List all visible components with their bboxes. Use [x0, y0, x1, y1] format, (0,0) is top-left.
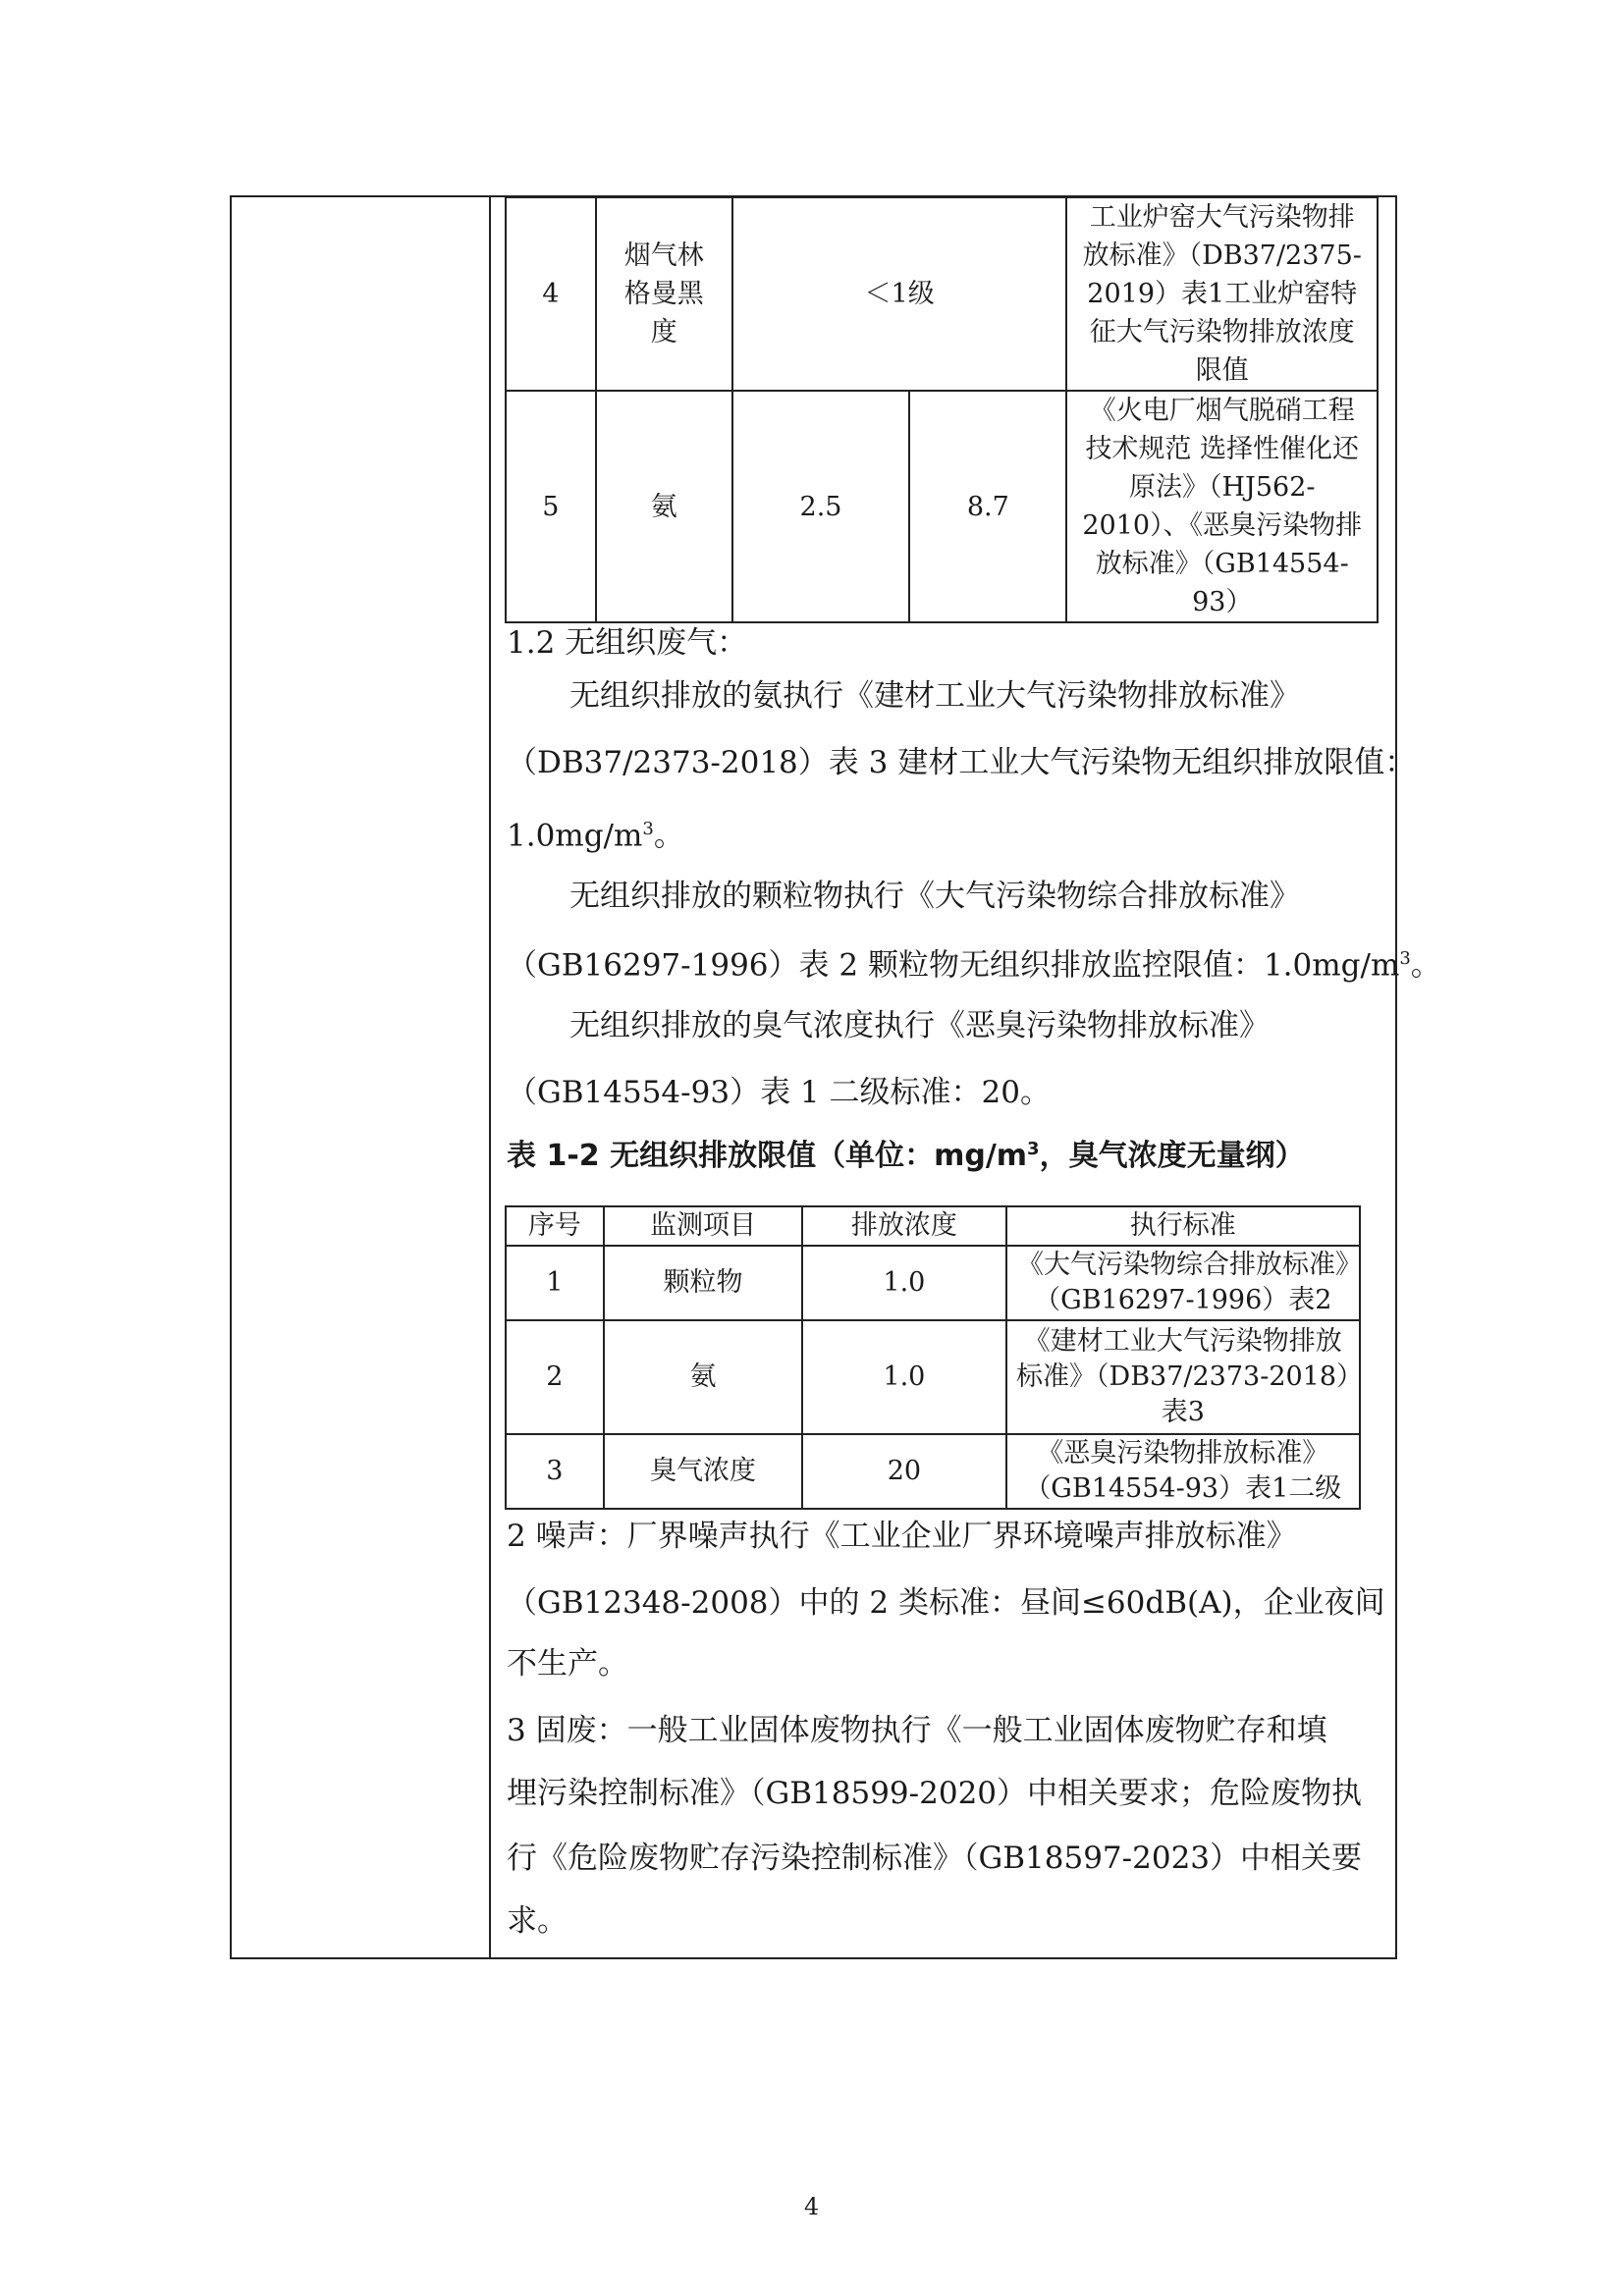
emission-value: 20	[802, 1434, 1005, 1509]
row-number: 5	[506, 391, 596, 622]
table-row	[506, 1246, 1360, 1320]
table-row	[506, 197, 1378, 391]
row-number: 1	[506, 1246, 604, 1320]
table-row	[506, 1320, 1360, 1434]
column-header: 执行标准	[1006, 1206, 1360, 1246]
monitoring-item: 氨	[604, 1320, 802, 1434]
row-number: 3	[506, 1434, 604, 1509]
column-divider	[489, 197, 491, 1957]
paragraph-line: （DB37/2373-2018）表 3 建材工业大气污染物无组织排放限值：	[507, 745, 1416, 780]
column-header: 排放浓度	[802, 1206, 1005, 1246]
emission-value-b: 8.7	[909, 391, 1066, 622]
paragraph-line: （GB16297-1996）表 2 颗粒物无组织排放监控限值：$1.0mg/m^3$。	[507, 947, 1441, 984]
noise-line: （GB12348-2008）中的 2 类标准：昼间≤60dB(A)，企业夜间	[507, 1585, 1385, 1621]
emission-value: 1.0	[802, 1320, 1005, 1434]
paragraph-line: 无组织排放的颗粒物执行《大气污染物综合排放标准》	[569, 879, 1300, 914]
solid-waste-line: 埋污染控制标准》（GB18599-2020）中相关要求；危险废物执	[507, 1776, 1363, 1811]
paragraph-line: 无组织排放的臭气浓度执行《恶臭污染物排放标准》	[569, 1008, 1270, 1043]
row-number: 2	[506, 1320, 604, 1434]
emission-value-a: 2.5	[732, 391, 909, 622]
monitoring-item: 烟气林格曼黑度	[596, 197, 732, 391]
table-title: 表 1-2 无组织排放限值（单位：$mg/m^3$，臭气浓度无量纲）	[507, 1139, 1305, 1173]
applicable-standard: 工业炉窑大气污染物排放标准》（DB37/2375-2019）表1工业炉窑特征大气污染物排放浓度限值	[1066, 197, 1378, 391]
emission-value: 1.0	[802, 1246, 1005, 1320]
monitoring-item: 颗粒物	[604, 1246, 802, 1320]
table-row	[506, 391, 1378, 622]
emission-table-continued	[505, 196, 1379, 623]
applicable-standard: 《建材工业大气污染物排放标准》（DB37/2373-2018）表3	[1006, 1320, 1360, 1434]
applicable-standard: 《火电厂烟气脱硝工程技术规范 选择性催化还原法》（HJ562-2010）、《恶臭污染物排放标准》（GB14554-93）	[1066, 391, 1378, 622]
paragraph-line: $1.0mg/m^3$。	[507, 818, 684, 854]
column-header: 监测项目	[604, 1206, 802, 1246]
noise-line: 不生产。	[507, 1646, 628, 1682]
table-row	[506, 1434, 1360, 1509]
solid-waste-line: 3 固废：一般工业固体废物执行《一般工业固体废物贮存和填	[507, 1713, 1327, 1748]
page-number: 4	[803, 2193, 820, 2220]
noise-line: 2 噪声：厂界噪声执行《工业企业厂界环境噪声排放标准》	[507, 1519, 1297, 1554]
monitoring-item: 氨	[596, 391, 732, 622]
section-heading-1-2: 1.2 无组织废气：	[507, 625, 748, 661]
monitoring-item: 臭气浓度	[604, 1434, 802, 1509]
solid-waste-line: 行《危险废物贮存污染控制标准》（GB18597-2023）中相关要	[507, 1841, 1363, 1876]
emission-value: ＜1级	[732, 197, 1067, 391]
table-header-row	[506, 1206, 1360, 1246]
applicable-standard: 《恶臭污染物排放标准》（GB14554-93）表1二级	[1006, 1434, 1360, 1509]
column-header: 序号	[506, 1206, 604, 1246]
paragraph-line: 无组织排放的氨执行《建材工业大气污染物排放标准》	[569, 678, 1300, 714]
paragraph-line: （GB14554-93）表 1 二级标准：20。	[507, 1075, 1051, 1110]
fugitive-emission-table	[505, 1205, 1361, 1510]
applicable-standard: 《大气污染物综合排放标准》（GB16297-1996）表2	[1006, 1246, 1360, 1320]
solid-waste-line: 求。	[507, 1903, 568, 1939]
row-number: 4	[506, 197, 596, 391]
